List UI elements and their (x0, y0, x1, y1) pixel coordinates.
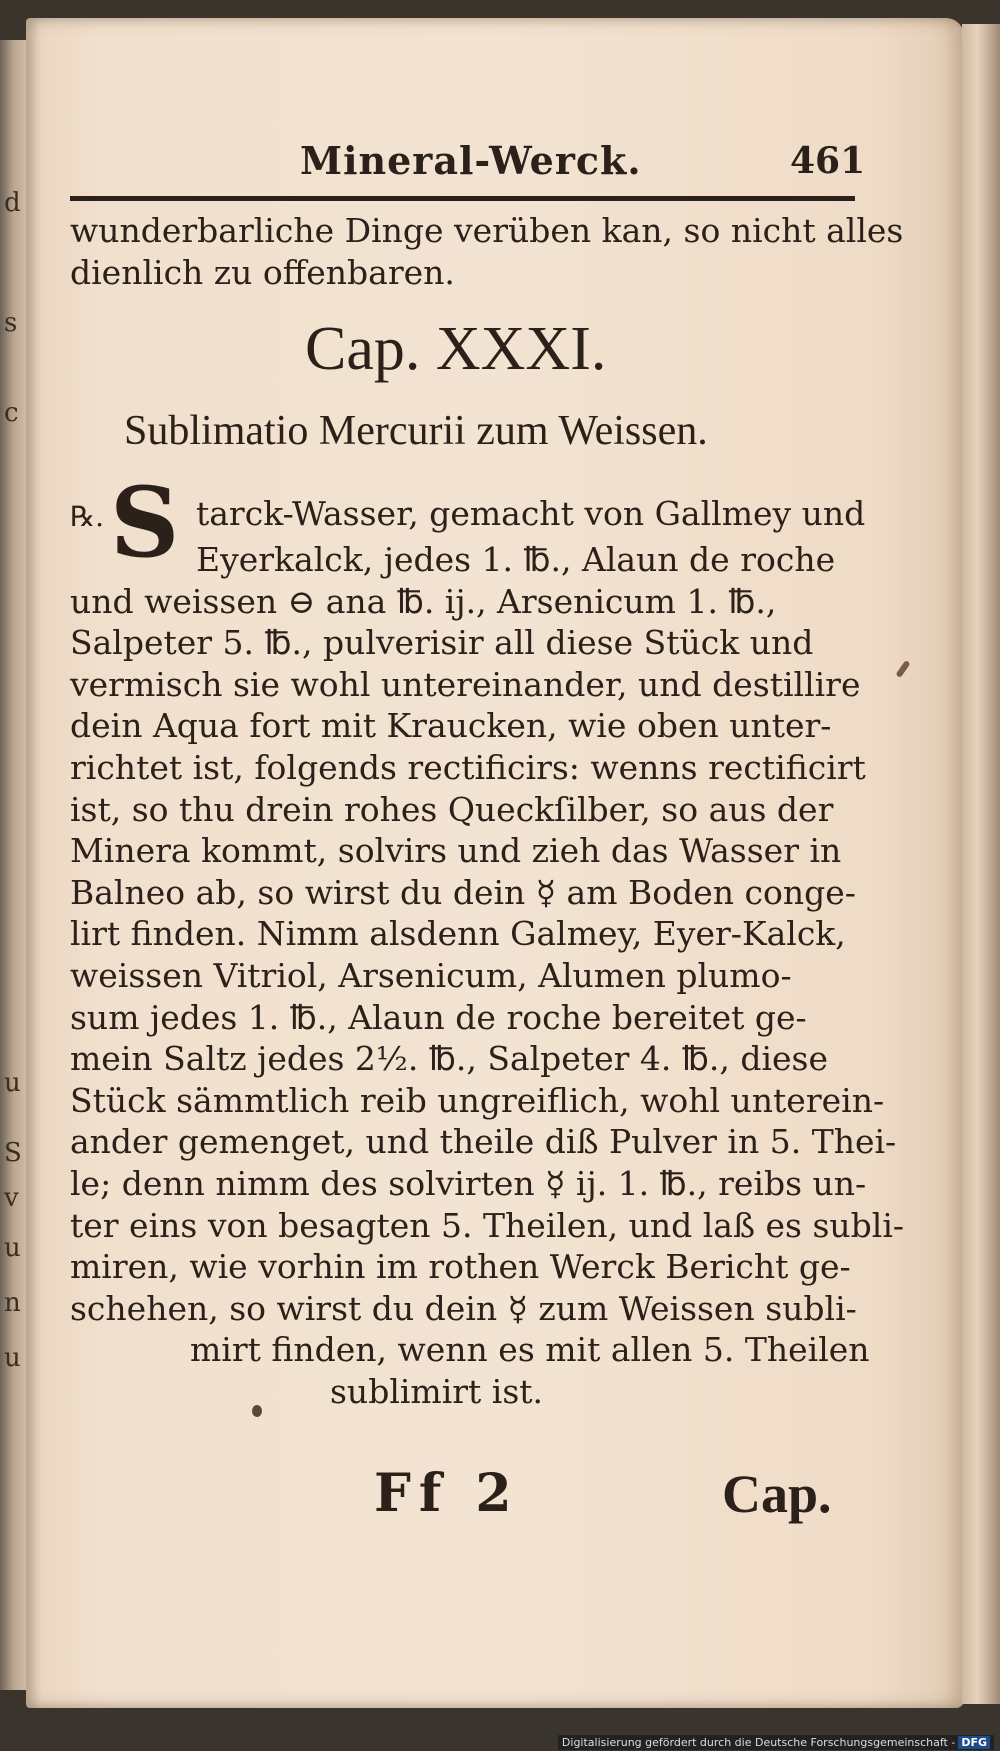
edge-letter: d (4, 188, 21, 218)
edge-letter: v (4, 1183, 19, 1213)
text-line: richtet ist, folgends rectificirs: wenns rectificirt (70, 748, 866, 787)
text-line: Stück sämmtlich reib ungreiflich, wohl unterein- (70, 1080, 885, 1120)
text-line: lirt finden. Nimm alsdenn Galmey, Eyer-Kalck, (70, 914, 846, 954)
chapter-subtitle: Sublimatio Mercurii zum Weissen. (124, 408, 708, 454)
edge-letter: n (4, 1288, 21, 1318)
signature-mark: Ff 2 (374, 1463, 520, 1524)
ink-spot (252, 1405, 262, 1417)
text-line: tarck-Wasser, gemacht von Gallmey und (196, 494, 866, 533)
text-line: wunderbarliche Dinge verüben kan, so nicht alles (70, 211, 904, 250)
header-rule (70, 196, 855, 201)
text-line: schehen, so wirst du dein ☿ zum Weissen subli- (70, 1288, 857, 1328)
text-line: vermisch sie wohl untereinander, und destillire (70, 664, 861, 704)
text-line: mirt finden, wenn es mit allen 5. Theilen (190, 1330, 870, 1370)
text-line: ter eins von besagten 5. Theilen, und laß es subli- (70, 1205, 905, 1245)
text-line: und weissen ⊖ ana ℔. ij., Arsenicum 1. ℔., (70, 581, 777, 621)
edge-letter: u (4, 1233, 21, 1263)
running-title: Mineral-Werck. (300, 138, 642, 183)
chapter-heading: Cap. XXXI. (305, 315, 607, 383)
text-line: miren, wie vorhin im rothen Werck Bericht ge- (70, 1247, 851, 1287)
text-line: sublimirt ist. (330, 1372, 544, 1411)
text-line: Minera kommt, solvirs und zieh das Wasser in (70, 831, 842, 871)
recipe-sign: ℞. (70, 500, 105, 533)
edge-letter: u (4, 1343, 21, 1373)
page-number: 461 (790, 140, 866, 182)
text-line: ist, so thu drein rohes Queckſilber, so aus der (70, 789, 834, 829)
text-line: Salpeter 5. ℔., pulverisir all diese Stück und (70, 623, 814, 663)
text-line: ander gemenget, und theile diß Pulver in 5. Thei- (70, 1122, 897, 1162)
edge-letter: s (4, 308, 18, 338)
drop-cap: S (110, 466, 180, 579)
text-line: Eyerkalck, jedes 1. ℔., Alaun de roche (196, 540, 836, 579)
text-line: weissen Vitriol, Arsenicum, Alumen plumo- (70, 956, 792, 995)
text-line: Balneo ab, so wirst du dein ☿ am Boden conge- (70, 872, 856, 912)
ink-mark (895, 660, 910, 678)
catchword: Cap. (722, 1464, 832, 1524)
text-line: dienlich zu offenbaren. (70, 253, 455, 292)
text-line: mein Saltz jedes 2½. ℔., Salpeter 4. ℔., diese (70, 1039, 829, 1079)
edge-letter: c (4, 398, 19, 428)
edge-letter: u (4, 1068, 21, 1098)
text-line: le; denn nimm des solvirten ☿ ij. 1. ℔., reibs un- (70, 1164, 867, 1203)
edge-letter: S (4, 1138, 22, 1168)
credit-text: Digitalisierung gefördert durch die Deutsche Forschungsgemeinschaft - (561, 1736, 956, 1749)
text-line: dein Aqua fort mit Kraucken, wie oben unter- (70, 706, 832, 746)
digitization-credit (558, 1735, 994, 1750)
text-line: sum jedes 1. ℔., Alaun de roche bereitet ge- (70, 997, 807, 1037)
dfg-logo: DFG (958, 1736, 990, 1749)
